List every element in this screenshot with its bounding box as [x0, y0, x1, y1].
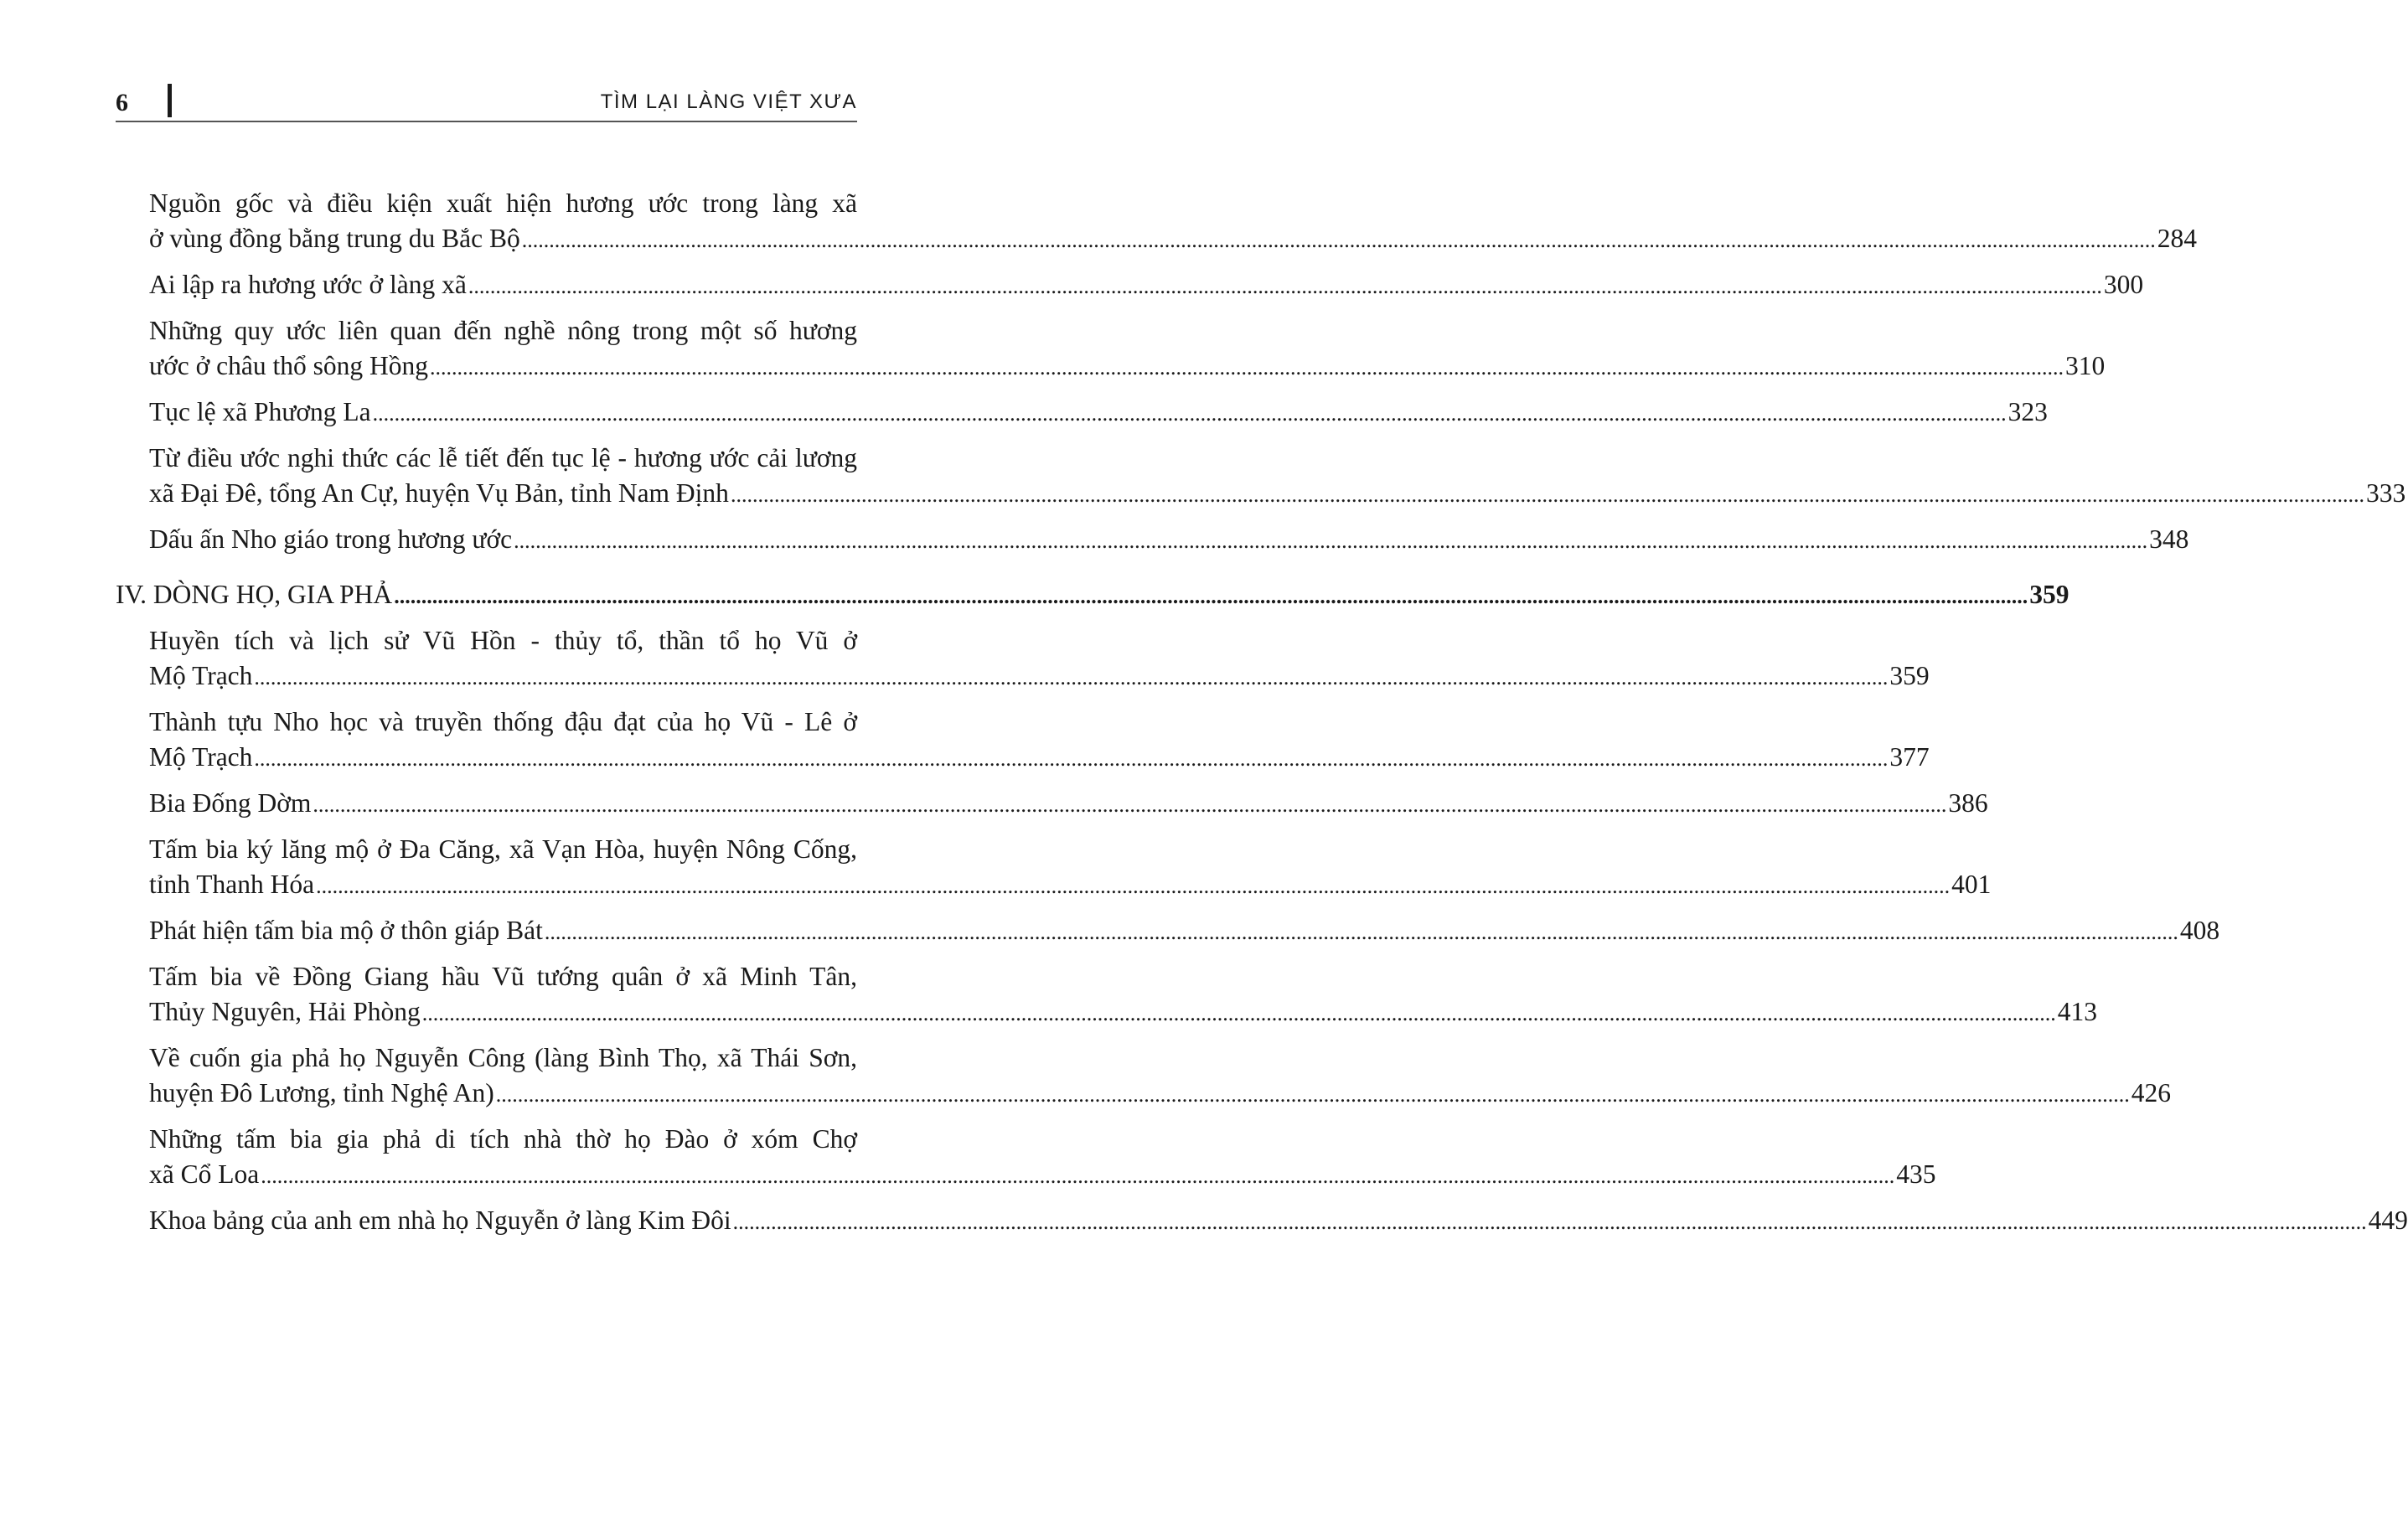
- toc-entry-title: Phát hiện tấm bia mộ ở thôn giáp Bát: [149, 916, 543, 945]
- toc-entry-title: tỉnh Thanh Hóa: [149, 870, 315, 899]
- toc-entry-page-number: 300: [2103, 270, 2144, 299]
- dot-leader: ............................................................................................................................................................................................................................................................................................................: [254, 746, 1889, 771]
- dot-leader: ............................................................................................................................................................................................................................................................................................................: [730, 483, 2364, 507]
- toc-entry-title: Dấu ấn Nho giáo trong hương ước: [149, 524, 513, 554]
- dot-leader: ............................................................................................................................................................................................................................................................................................................: [254, 665, 1889, 689]
- dot-leader: ............................................................................................................................................................................................................................................................................................................: [514, 529, 2148, 553]
- toc-part3-list: [116, 186, 2406, 559]
- toc-entry-title-line: Tấm bia về Đồng Giang hầu Vũ tướng quân ở xã Minh Tân,: [149, 962, 857, 991]
- toc-entry-title: Khoa bảng của anh em nhà họ Nguyễn ở làng Kim Đôi: [149, 1206, 731, 1235]
- toc-entry: [116, 186, 2197, 258]
- toc-entry-page-number: 333: [2365, 478, 2406, 508]
- section-page-number: 359: [2029, 580, 2070, 609]
- toc-entry: [116, 395, 2048, 431]
- toc-entry-page-number: 310: [2064, 351, 2106, 380]
- toc-entry-title-line: Tấm bia ký lăng mộ ở Đa Căng, xã Vạn Hòa, huyện Nông Cống,: [149, 834, 857, 864]
- dot-leader: ............................................................................................................................................................................................................................................................................................................: [521, 228, 2156, 252]
- dot-leader: ............................................................................................................................................................................................................................................................................................................: [394, 584, 2028, 608]
- dot-leader: ............................................................................................................................................................................................................................................................................................................: [372, 401, 2007, 426]
- toc-part4-list: [116, 623, 2408, 1240]
- toc-entry-page-number: 348: [2149, 524, 2189, 554]
- dot-leader: ............................................................................................................................................................................................................................................................................................................: [468, 274, 2102, 298]
- toc-entry-page-number: 386: [1948, 788, 1988, 818]
- toc-entry-page-number: 401: [1951, 870, 1992, 899]
- toc-entry-title-line: Huyền tích và lịch sử Vũ Hồn - thủy tổ, thần tổ họ Vũ ở: [149, 626, 857, 655]
- dot-leader: ............................................................................................................................................................................................................................................................................................................: [421, 1001, 2056, 1025]
- toc-entry-title: Mộ Trạch: [149, 742, 253, 772]
- dot-leader: ............................................................................................................................................................................................................................................................................................................: [495, 1082, 2130, 1107]
- toc-entry-title: ước ở châu thổ sông Hồng: [149, 351, 428, 380]
- toc-entry-title-line: Những tấm bia gia phả di tích nhà thờ họ Đào ở xóm Chợ: [149, 1124, 857, 1154]
- running-title: TÌM LẠI LÀNG VIỆT XƯA: [600, 90, 857, 113]
- dot-leader: ............................................................................................................................................................................................................................................................................................................: [732, 1210, 2367, 1234]
- toc-entry: [116, 522, 2189, 559]
- header-divider-bar: [168, 84, 172, 117]
- toc-entry-title: xã Cổ Loa: [149, 1159, 260, 1189]
- toc-entry-page-number: 359: [1889, 661, 1930, 690]
- toc-entry-title: Mộ Trạch: [149, 661, 253, 690]
- toc-entry-title: Thủy Nguyên, Hải Phòng: [149, 997, 421, 1026]
- toc-entry-page-number: 323: [2008, 397, 2048, 426]
- section-title: IV. DÒNG HỌ, GIA PHẢ: [116, 580, 393, 609]
- toc-entry-title-line: Những quy ước liên quan đến nghề nông trong một số hương: [149, 316, 857, 345]
- header-rule: [116, 121, 857, 122]
- dot-leader: ............................................................................................................................................................................................................................................................................................................: [261, 1164, 1895, 1188]
- toc-entry-title: huyện Đô Lương, tỉnh Nghệ An): [149, 1078, 494, 1108]
- dot-leader: ............................................................................................................................................................................................................................................................................................................: [544, 920, 2178, 944]
- toc-entry: [116, 1122, 1936, 1194]
- toc-entry-title-line: Nguồn gốc và điều kiện xuất hiện hương ước trong làng xã: [149, 188, 857, 218]
- toc-entry: [116, 1040, 2171, 1113]
- toc-entry-page-number: 426: [2131, 1078, 2171, 1108]
- toc-entry-page-number: 413: [2057, 997, 2097, 1026]
- toc-entry-title-line: Về cuốn gia phả họ Nguyễn Công (làng Bình Thọ, xã Thái Sơn,: [149, 1043, 857, 1072]
- toc-entry-title-line: Thành tựu Nho học và truyền thống đậu đạt của họ Vũ - Lê ở: [149, 707, 857, 736]
- toc-entry-title: Ai lập ra hương ước ở làng xã: [149, 270, 467, 299]
- toc-entry: [116, 313, 2106, 385]
- toc-entry: [116, 267, 2144, 304]
- dot-leader: ............................................................................................................................................................................................................................................................................................................: [316, 874, 1951, 898]
- toc-entry-page-number: 408: [2179, 916, 2220, 945]
- toc-entry-page-number: 435: [1896, 1159, 1936, 1189]
- table-of-contents: [116, 186, 2408, 1249]
- toc-entry: [116, 441, 2406, 513]
- toc-entry-title: ở vùng đồng bằng trung du Bắc Bộ: [149, 224, 520, 253]
- toc-entry: [116, 623, 1930, 695]
- toc-entry-title: Tục lệ xã Phương La: [149, 397, 371, 426]
- toc-entry-page-number: 449: [2368, 1206, 2408, 1235]
- toc-entry: [116, 832, 1992, 904]
- toc-entry-title: xã Đại Đê, tổng An Cự, huyện Vụ Bản, tỉnh Nam Định: [149, 478, 729, 508]
- toc-entry: [116, 705, 1930, 777]
- page-header: [116, 84, 857, 122]
- toc-section-heading: [116, 577, 2070, 614]
- page-number: 6: [116, 89, 128, 116]
- toc-entry: [116, 1203, 2408, 1240]
- dot-leader: ............................................................................................................................................................................................................................................................................................................: [429, 355, 2064, 380]
- toc-entry: [116, 913, 2220, 950]
- dot-leader: ............................................................................................................................................................................................................................................................................................................: [313, 793, 1947, 817]
- toc-entry-page-number: 377: [1889, 742, 1930, 772]
- toc-entry-title: Bia Đống Dờm: [149, 788, 312, 818]
- toc-entry: [116, 786, 1988, 823]
- toc-entry-title-line: Từ điều ước nghi thức các lễ tiết đến tục lệ - hương ước cải lương: [149, 443, 857, 472]
- toc-entry-page-number: 284: [2157, 224, 2197, 253]
- toc-entry: [116, 959, 2097, 1031]
